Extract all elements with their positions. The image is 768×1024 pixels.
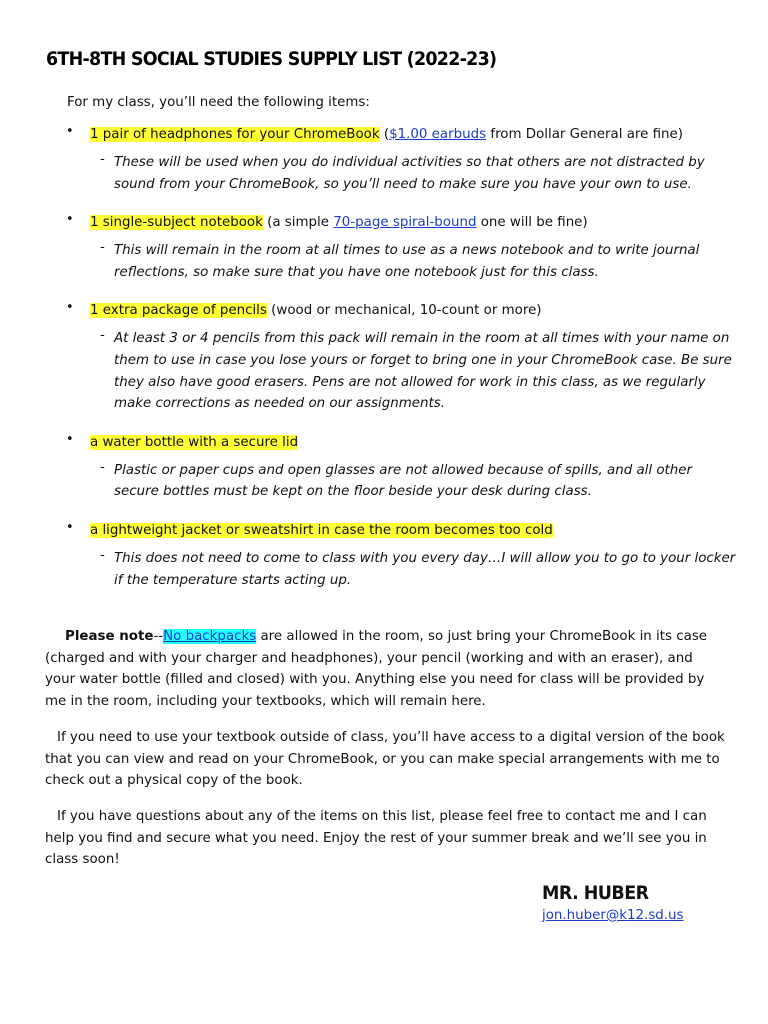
textbook-paragraph: If you need to use your textbook outside of class, you’ll have access to a digital version of the book that you can view and read on your ChromeBook, or you can make special arrangements with me to check out a physical copy of the book. (45, 730, 725, 789)
email-link[interactable]: jon.huber@k12.sd.us (542, 908, 684, 923)
item-line (90, 124, 768, 146)
list-item (68, 520, 768, 591)
item-line (90, 432, 768, 454)
item-line (90, 212, 768, 234)
item-highlight: 1 pair of headphones for your ChromeBook (90, 127, 380, 142)
dash-icon: - (100, 459, 105, 475)
bullet-icon: • (66, 519, 74, 535)
bullet-icon: • (66, 300, 74, 316)
dash-icon: - (100, 328, 105, 344)
item-text-pre: ( (379, 127, 390, 142)
item-text-post: from Dollar General are fine) (486, 127, 684, 142)
item-detail (100, 240, 768, 283)
dash-icon: - (100, 547, 105, 563)
item-detail (100, 328, 768, 414)
item-highlight: 1 single-subject notebook (90, 215, 263, 231)
item-text-pre: (wood or mechanical, 10-count or more) (266, 303, 542, 319)
list-item (68, 124, 768, 195)
dash-icon: - (100, 240, 105, 256)
item-line (90, 300, 768, 322)
item-text-post: one will be fine) (476, 215, 588, 231)
note-paragraph (45, 626, 725, 712)
list-item (68, 212, 768, 283)
item-detail (100, 152, 768, 195)
detail-text: This will remain in the room at all times to use as a news notebook and to write journal reflections, so make sure that you have one notebook just for this class. (114, 243, 700, 280)
item-detail (100, 460, 768, 503)
item-highlight: a lightweight jacket or sweatshirt in case the room becomes too cold (90, 522, 553, 538)
signature-name: MR. HUBER (542, 882, 649, 904)
intro-text: For my class, you’ll need the following items: (67, 95, 370, 110)
list-item (68, 432, 768, 503)
bullet-icon: • (66, 431, 74, 447)
list-item (68, 300, 768, 414)
item-text-pre: (a simple (262, 215, 334, 231)
item-line (90, 520, 768, 542)
bullet-icon: • (66, 124, 74, 139)
no-backpacks-link[interactable]: No backpacks (163, 629, 257, 644)
questions-paragraph: If you have questions about any of the items on this list, please feel free to contact me and I can help you find and secure what you need. Enjoy the rest of your summer break and we’ll see you in class soon! (45, 809, 707, 868)
detail-text: Plastic or paper cups and open glasses are not allowed because of spills, and all other secure bottles must be kept on the floor beside your desk during class. (114, 462, 693, 500)
item-highlight: a water bottle with a secure lid (90, 434, 299, 450)
detail-text: At least 3 or 4 pencils from this pack will remain in the room at all times with your name on them to use in case you lose yours or forget to bring one in your ChromeBook case. Be sure they also have good erasers. Pens are not allowed for work in this class, as we regularly make corrections as needed on our assignments. (114, 331, 732, 412)
item-detail (100, 548, 768, 591)
note-text: are allowed in the room, so just bring your ChromeBook in its case (charged and with your charger and headphones), your pencil (working and with an eraser), and your water bottle (filled and closed) with you. Anything else you need for class will be provided by me in the room, including your textbooks, which will remain here. (45, 629, 708, 709)
note-dashes: -- (153, 629, 164, 644)
detail-text: This does not need to come to class with you every day…I will allow you to go to your locker if the temperature starts acting up. (114, 550, 736, 588)
bullet-icon: • (66, 212, 74, 228)
earbuds-link[interactable]: $1.00 earbuds (389, 127, 487, 142)
page-title: 6TH-8TH SOCIAL STUDIES SUPPLY LIST (2022-23) (46, 48, 497, 70)
item-highlight: 1 extra package of pencils (90, 303, 267, 319)
notebook-link[interactable]: 70-page spiral-bound (333, 215, 477, 231)
dash-icon: - (100, 152, 105, 167)
detail-text: These will be used when you do individual activities so that others are not distracted by sound from your ChromeBook, so you’ll need to make sure you have your own to use. (114, 155, 705, 192)
supply-list (0, 124, 768, 608)
note-label: Please note (65, 629, 154, 644)
